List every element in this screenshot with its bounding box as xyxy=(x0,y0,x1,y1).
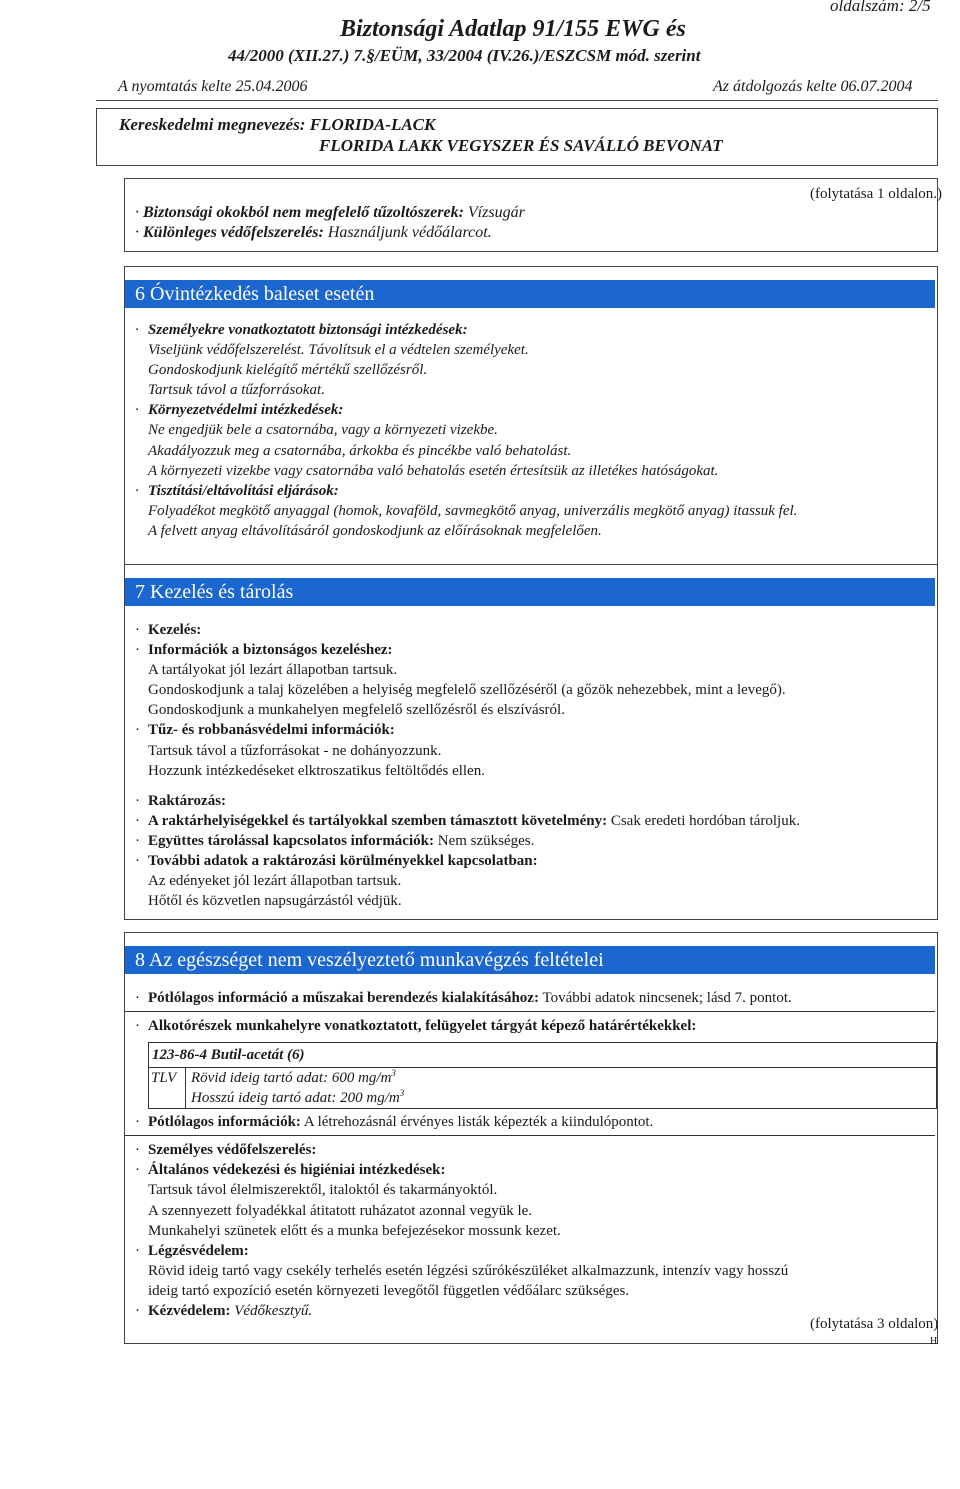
exposure-limits-heading: · Alkotórészek munkahelyre vonatkoztatott, felügyelet tárgyát képező határértékekkel: xyxy=(135,1018,697,1035)
hygiene-line: A szennyezett folyadékkal átitatott ruházatot azonnal vegyük le. xyxy=(148,1202,533,1219)
unsuitable-extinguishers-label: Biztonsági okokból nem megfelelő tűzoltószerek: xyxy=(143,204,464,221)
tlv-values xyxy=(186,1068,404,1108)
trade-name-label: Kereskedelmi megnevezés: FLORIDA-LACK xyxy=(119,115,436,134)
safe-handling-line: Gondoskodjunk a munkahelyen megfelelő szellőzésről és elszívásról. xyxy=(148,702,565,719)
safe-handling-line: A tartályokat jól lezárt állapotban tartsuk. xyxy=(148,662,398,679)
separator xyxy=(125,1135,935,1136)
special-equipment xyxy=(135,224,492,242)
further-storage-heading: · További adatok a raktározási körülményekkel kapcsolatban: xyxy=(135,853,538,870)
further-storage-line: Az edényeket jól lezárt állapotban tartsuk. xyxy=(148,873,402,890)
personal-line: Gondoskodjunk kielégítő mértékű szellőzésről. xyxy=(148,362,428,379)
personal-line: Viseljünk védőfelszerelést. Távolítsuk el a védtelen személyeket. xyxy=(148,342,529,359)
bullet: · xyxy=(135,224,143,241)
hand-protection: · Kézvédelem: Védőkesztyű. xyxy=(135,1303,313,1320)
bullet: · xyxy=(135,204,143,221)
handling-heading: · Kezelés: xyxy=(135,622,202,638)
trade-name-subname: FLORIDA LAKK VEGYSZER ÉS SAVÁLLÓ BEVONAT xyxy=(319,136,723,155)
document-regulation: 44/2000 (XII.27.) 7.§/EÜM, 33/2004 (IV.26.)/ESZCSM mód. szerint xyxy=(228,46,701,65)
tlv-long-term: Hosszú ideig tartó adat: 200 $mg/m^3$ xyxy=(191,1088,405,1107)
header-rule xyxy=(96,100,938,101)
hygiene-heading: · Általános védekezési és higiéniai intézkedések: xyxy=(135,1162,446,1179)
footer-mark: H xyxy=(930,1336,938,1347)
engineering-info: · Pótlólagos információ a műszakai berendezés kialakításához: További adatok nincsenek; lásd 7. pontot. xyxy=(135,990,792,1006)
section-8-content xyxy=(135,988,935,1321)
ppe-heading: · Személyes védőfelszerelés: xyxy=(135,1142,317,1159)
print-date: A nyomtatás kelte 25.04.2006 xyxy=(118,78,308,95)
continued-on: (folytatása 3 oldalon) xyxy=(810,1316,939,1332)
fire-protection-line: Hozzunk intézkedéseket elktroszatikus feltöltődés ellen. xyxy=(148,762,485,779)
special-equipment-value: Használjunk védőálarcot. xyxy=(327,224,492,241)
revision-date: Az átdolgozás kelte 06.07.2004 xyxy=(713,78,913,95)
page-number: oldalszám: 2/5 xyxy=(830,0,931,15)
section-6-content xyxy=(135,320,935,541)
trade-name-box xyxy=(96,108,938,166)
environmental-line: Akadályozzuk meg a csatornába, árkokba és pincékbe való behatolást. xyxy=(148,442,572,459)
hygiene-line: Munkahelyi szünetek előtt és a munka befejezésekor mossunk kezet. xyxy=(148,1222,561,1239)
hygiene-line: Tartsuk távol élelmiszerektől, italoktól és takarmányoktól. xyxy=(148,1182,498,1199)
environmental-heading: · Környezetvédelmi intézkedések: xyxy=(135,402,344,419)
fire-protection-line: Tartsuk távol a tűzforrásokat - ne dohányozzunk. xyxy=(148,742,442,759)
respiratory-line: ideig tartó expozíció esetén környezeti levegőtől független védőálarc szükséges. xyxy=(148,1282,630,1299)
environmental-line: A környezeti vizekbe vagy csatornába való behatolás esetén értesítsük az illetékes hatóságokat. xyxy=(148,462,719,479)
joint-storage: · Együttes tárolással kapcsolatos információk: Nem szükséges. xyxy=(135,832,535,849)
storage-heading: · Raktározás: xyxy=(135,792,227,809)
section-7-heading: 7 Kezelés és tárolás xyxy=(125,578,935,606)
cleanup-line: Folyadékot megkötő anyaggal (homok, kovaföld, savmegkötő anyag, univerzális megkötő anyag) itassuk fel. xyxy=(148,502,798,519)
section-7-content xyxy=(135,620,935,911)
respiratory-line: Rövid ideig tartó vagy csekély terhelés esetén légzési szűrókészüléket alkalmazzunk, intenzív vagy hosszú xyxy=(148,1262,789,1279)
continuation-box xyxy=(124,178,943,252)
unsuitable-extinguishers-value: Vízsugár xyxy=(467,204,525,221)
cleanup-heading: · Tisztítási/eltávolítási eljárások: xyxy=(135,482,339,499)
tlv-label: TLV xyxy=(149,1068,186,1108)
safe-handling-line: Gondoskodjunk a talaj közelében a helyiség megfelelő szellőzéséről (a gőzök nehezebbek, mint a levegő). xyxy=(148,682,786,699)
exposure-limits-table xyxy=(148,1042,937,1109)
substance-name: 123-86-4 Butil-acetát (6) xyxy=(149,1043,936,1068)
additional-info: · Pótlólagos információk: A létrehozásnál érvényes listák képezték a kiindulópontot. xyxy=(135,1114,654,1131)
respiratory-heading: · Légzésvédelem: xyxy=(135,1242,249,1259)
cleanup-line: A felvett anyag eltávolításáról gondoskodjunk az előírásoknak megfelelően. xyxy=(148,522,602,539)
personal-precautions-heading: · Személyekre vonatkoztatott biztonsági intézkedések: xyxy=(135,322,468,338)
further-storage-line: Hőtől és közvetlen napsugárzástól védjük. xyxy=(148,893,402,910)
document-title: Biztonsági Adatlap 91/155 EWG és xyxy=(340,16,686,42)
special-equipment-label: Különleges védőfelszerelés: xyxy=(143,224,324,241)
tlv-row xyxy=(149,1068,936,1108)
section-6-heading: 6 Óvintézkedés baleset esetén xyxy=(125,280,935,308)
separator xyxy=(125,1011,935,1012)
unsuitable-extinguishers xyxy=(135,204,525,222)
tlv-short-term: Rövid ideig tartó adat: 600 $mg/m^3$ xyxy=(191,1068,396,1087)
environmental-line: Ne engedjük bele a csatornába, vagy a környezeti vizekbe. xyxy=(148,422,498,439)
continued-from: (folytatása 1 oldalon.) xyxy=(810,186,943,202)
safe-handling-heading: · Információk a biztonságos kezeléshez: xyxy=(135,642,393,659)
fire-protection-heading: · Tűz- és robbanásvédelmi információk: xyxy=(135,722,395,739)
personal-line: Tartsuk távol a tűzforrásokat. xyxy=(148,382,325,399)
storage-requirements: · A raktárhelyiségekkel és tartályokkal szemben támasztott követelmény: Csak eredeti hordóban tároljuk. xyxy=(135,812,800,829)
section-8-heading: 8 Az egészséget nem veszélyeztető munkavégzés feltételei xyxy=(125,946,935,974)
